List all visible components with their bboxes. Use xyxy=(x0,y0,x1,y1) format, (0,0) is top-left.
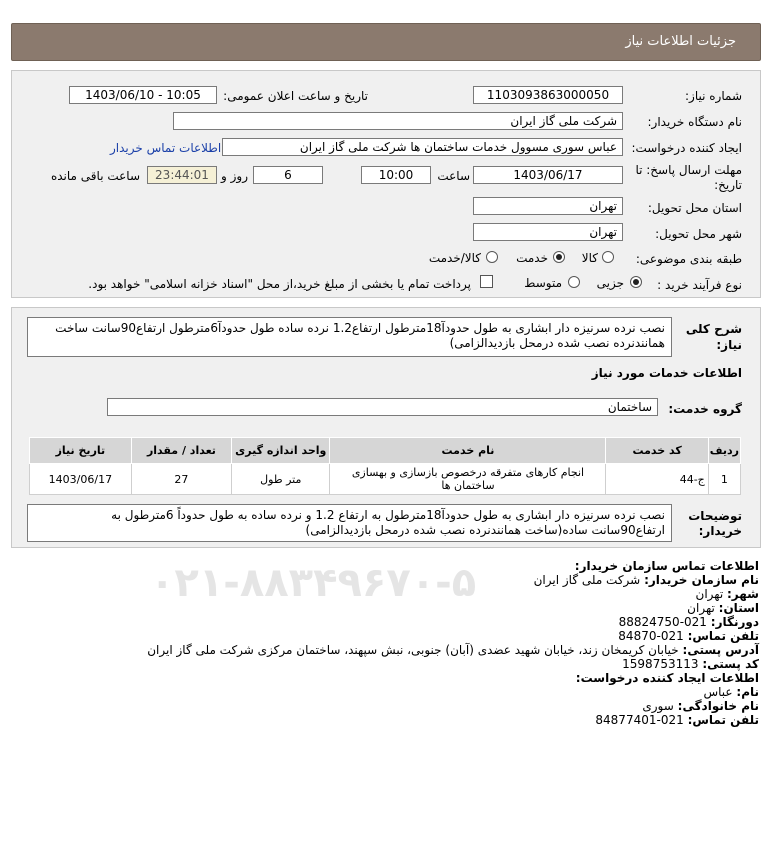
remaining-time-field: 23:44:01 xyxy=(147,166,217,184)
cell-name: انجام کارهای متفرقه درخصوص بازسازی و بهسازی ساختمان ها xyxy=(330,464,606,495)
buyer-notes-text: نصب نرده سرنیزه دار ابشاری به طول حدودآ18مترطول به ارتفاع 1.2 و نرده ساده به طول حدوداً 6مترطول به ارتفاع90سانت ساده(ساخت همانندنرده نصب شده درمحل بازدیدالزامی) xyxy=(27,504,672,542)
category-option-service: خدمت xyxy=(516,251,548,265)
contact-province-line: استان: تهران xyxy=(687,601,759,615)
deadline-time-label: ساعت xyxy=(437,169,470,183)
process-label: نوع فرآیند خرید : xyxy=(657,278,742,292)
category-radio-goods-service[interactable] xyxy=(486,251,498,263)
cell-row: 1 xyxy=(708,464,740,495)
requester-phone-line: تلفن تماس: 021-84877401 xyxy=(595,713,759,727)
days-field: 6 xyxy=(253,166,323,184)
contact-phone-line: تلفن تماس: 021-84870 xyxy=(618,629,759,643)
summary-label-1: شرح کلی xyxy=(685,322,742,336)
service-group-field: ساختمان xyxy=(107,398,658,416)
summary-label-2: نیاز: xyxy=(716,338,742,352)
page-header xyxy=(11,23,761,61)
need-number-field: 1103093863000050 xyxy=(473,86,623,104)
requester-family-line: نام خانوادگی: سوری xyxy=(642,699,759,713)
days-label: روز و xyxy=(221,169,248,183)
requester-name-line: نام: عباس xyxy=(703,685,759,699)
contact-postal-line: کد پستی: 1598753113 xyxy=(622,657,759,671)
col-unit: واحد اندازه گیری xyxy=(232,438,330,464)
province-label: استان محل تحویل: xyxy=(647,201,742,215)
col-row: ردیف xyxy=(708,438,740,464)
announce-label: تاریخ و ساعت اعلان عمومی: xyxy=(223,89,368,103)
category-option-goods-service: کالا/خدمت xyxy=(428,251,481,265)
category-radio-service[interactable] xyxy=(553,251,565,263)
cell-code: ج-44 xyxy=(606,464,708,495)
contact-fax-line: دورنگار: 021-88824750 xyxy=(618,615,759,629)
treasury-payment-checkbox[interactable] xyxy=(480,275,493,288)
services-title: اطلاعات خدمات مورد نیاز xyxy=(591,366,742,380)
deadline-date-label: تاریخ: xyxy=(714,178,742,192)
province-field: تهران xyxy=(473,197,623,215)
creator-label: ایجاد کننده درخواست: xyxy=(631,141,742,155)
payment-note: پرداخت تمام یا بخشی از مبلغ خرید،از محل "اسناد خزانه اسلامی" خواهد بود. xyxy=(88,277,471,291)
city-label: شهر محل تحویل: xyxy=(655,227,742,241)
requester-title: اطلاعات ایجاد کننده درخواست: xyxy=(575,671,759,685)
col-date: تاریخ نیاز xyxy=(30,438,132,464)
process-radio-medium[interactable] xyxy=(568,276,580,288)
contact-org-line: نام سازمان خریدار: شرکت ملی گاز ایران xyxy=(533,573,759,587)
buyer-notes-label-2: خریدار: xyxy=(698,524,742,538)
process-option-medium: متوسط xyxy=(524,276,562,290)
buyer-notes-label-1: توضیحات xyxy=(688,509,742,523)
contact-city-line: شهر: تهران xyxy=(695,587,759,601)
col-qty: تعداد / مقدار xyxy=(131,438,231,464)
buyer-org-label: نام دستگاه خریدار: xyxy=(647,115,742,129)
category-radio-goods[interactable] xyxy=(602,251,614,263)
creator-field: عباس سوری مسوول خدمات ساختمان ها شرکت ملی گاز ایران xyxy=(222,138,623,156)
contact-title: اطلاعات تماس سازمان خریدار: xyxy=(574,559,759,573)
col-code: کد خدمت xyxy=(606,438,708,464)
category-label: طبقه بندی موضوعی: xyxy=(635,252,742,266)
process-option-minor: جزیی xyxy=(596,276,624,290)
deadline-label: مهلت ارسال پاسخ: تا xyxy=(635,163,742,177)
deadline-date-field: 1403/06/17 xyxy=(473,166,623,184)
table-row xyxy=(30,464,741,495)
buyer-org-field: شرکت ملی گاز ایران xyxy=(173,112,623,130)
process-radio-minor[interactable] xyxy=(630,276,642,288)
page-title: جزئیات اطلاعات نیاز xyxy=(625,34,736,49)
cell-unit: متر طول xyxy=(232,464,330,495)
services-table xyxy=(29,437,741,495)
summary-text: نصب نرده سرنیزه دار ابشاری به طول حدودآ18مترطول ارتفاع1.2 نرده ساده طول حدودآ6مترطول ارتفاع90سانت ساخت همانندنرده نصب شده درمحل بازدیدالزامی) xyxy=(27,317,672,357)
need-number-label: شماره نیاز: xyxy=(685,89,742,103)
category-option-goods: کالا xyxy=(581,251,598,265)
contact-address-line: آدرس پستی: خیابان کریمخان زند، خیابان شهید عضدی (آبان) جنوبی، نبش سپهند، ساختمان مرکزی شرکت ملی گاز ایران xyxy=(147,643,759,657)
cell-date: 1403/06/17 xyxy=(30,464,132,495)
watermark-text: ۰۲۱-۸۸۳۴۹۶۷۰-۵ xyxy=(150,560,477,606)
buyer-contact-link[interactable]: اطلاعات تماس خریدار xyxy=(110,141,222,155)
col-name: نام خدمت xyxy=(330,438,606,464)
deadline-time-field: 10:00 xyxy=(361,166,431,184)
cell-qty: 27 xyxy=(131,464,231,495)
announce-field: 1403/06/10 - 10:05 xyxy=(69,86,217,104)
remaining-label: ساعت باقی مانده xyxy=(50,169,140,183)
city-field: تهران xyxy=(473,223,623,241)
service-group-label: گروه خدمت: xyxy=(668,402,742,416)
